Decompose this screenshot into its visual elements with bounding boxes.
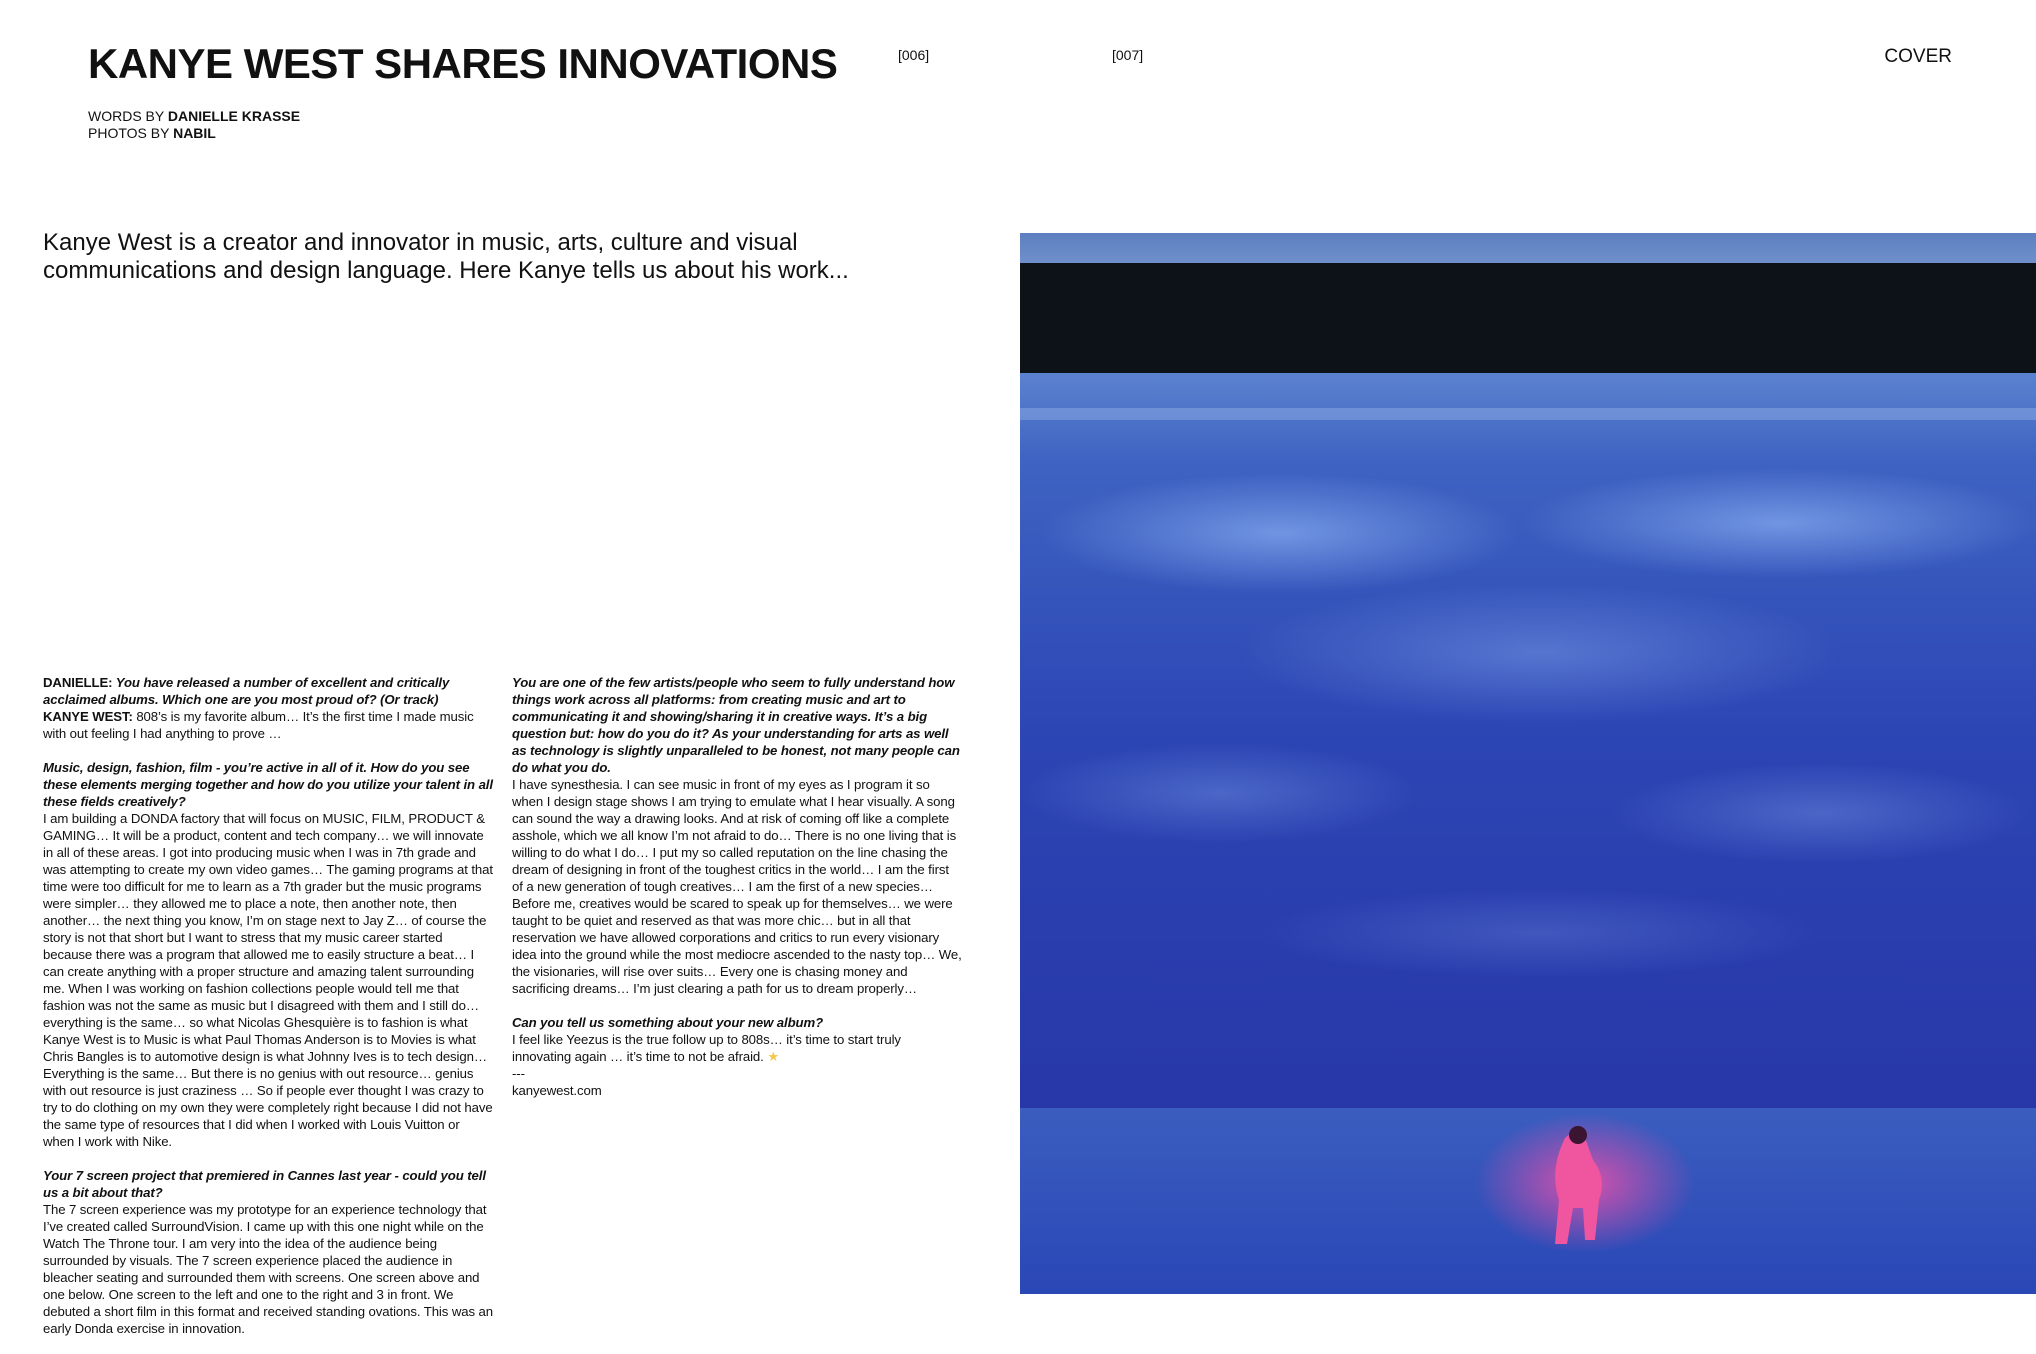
article-title: KANYE WEST SHARES INNOVATIONS bbox=[88, 40, 838, 87]
qa-block-1 bbox=[43, 674, 493, 742]
photo-dark-band bbox=[1020, 263, 2036, 373]
photographer-name: NABIL bbox=[173, 125, 216, 141]
question-1-text: You have released a number of excellent and critically acclaimed albums. Which one are you most proud of? (Or track) bbox=[43, 675, 450, 707]
question-5: Can you tell us something about your new album? bbox=[512, 1015, 824, 1030]
question-2: Music, design, fashion, film - you’re active in all of it. How do you see these elements merging together and how do you utilize your talent in all these fields creatively? bbox=[43, 760, 493, 809]
answer-4: I have synesthesia. I can see music in front of my eyes as I program it so when I design stage shows I am trying to emulate what I hear visually. A song can sound the way a drawing looks. And at risk of coming off like a complete asshole, which we all know I’m not afraid to do… There is no one living that is willing to do what I do… I put my so called reputation on the line chasing the dream of designing in front of the toughest critics in the world… I am the first of a new generation of tough creatives… I am the first of a new species… Before me, creatives would be scared to speak up for themselves… we were taught to be quiet and reserved as that was more chic… but in all that reservation we have allowed corporations and critics to run every visionary idea into the ground while the most mediocre ascended to the nasty top… We, the visionaries, will rise over suits… Every one is chasing money and sacrificing dreams… I’m just clearing a path for us to dream properly… bbox=[512, 777, 962, 996]
author-name: DANIELLE KRASSE bbox=[167, 108, 301, 124]
article-column-2 bbox=[512, 674, 962, 1116]
page-number-right: [007] bbox=[1112, 47, 1144, 63]
photos-credit bbox=[88, 125, 300, 142]
performer-figure bbox=[1475, 1113, 1695, 1253]
star-icon: ★ bbox=[767, 1049, 780, 1064]
words-prefix: WORDS BY bbox=[88, 108, 164, 124]
answer-1: 808’s is my favorite album… It’s the first time I made music with out feeling I had anything to prove … bbox=[43, 709, 474, 741]
credits bbox=[88, 108, 300, 142]
answer-5: I feel like Yeezus is the true follow up to 808s… it’s time to start truly innovating again … it’s time to not be afraid. bbox=[512, 1032, 901, 1064]
words-credit bbox=[88, 108, 300, 125]
article-intro: Kanye West is a creator and innovator in music, arts, culture and visual communications and design language. Here Kanye tells us about his work... bbox=[43, 229, 849, 284]
interviewee-label: KANYE WEST: bbox=[43, 709, 133, 724]
answer-2: I am building a DONDA factory that will focus on MUSIC, FILM, PRODUCT & GAMING… It will be a product, content and tech company… we will innovate in all of these areas. I got into producing music when I was in 7th grade and was attempting to create my own video games… The gaming programs at that time were too difficult for me to learn as a 7th grader but the music programs were simpler… they allowed me to place a note, then another note, then another… the next thing you know, I’m on stage next to Jay Z… of course the story is not that short but I want to stress that my music career started because there was a program that allowed me to easily structure a beat… I can create anything with a proper structure and amazing talent surrounding me. When I was working on fashion collections people would tell me that fashion was not the same as music but I disagreed with them and I still do… everything is the same… so what Nicolas Ghesquière is to fashion is what Kanye West is to Music is what Paul Thomas Anderson is to Movies is what Chris Bangles is to automotive design is what Johnny Ives is to tech design… Everything is the same… But there is no genius with out resource… genius with out resource is just craziness … So if people ever thought I was crazy to try to do clothing on my own they were completely right because I did not have the same type of resources that I did when I worked with Louis Vuitton or when I work with Nike. bbox=[43, 811, 493, 1149]
article-column-1 bbox=[43, 674, 493, 1354]
qa-block-4 bbox=[512, 674, 962, 997]
section-label: COVER bbox=[1884, 46, 1952, 67]
question-4: You are one of the few artists/people who seem to fully understand how things work across all platforms: from creating music and art to communicating it and showing/sharing it in creative ways. It’s a big question but: how do you do it? As your understanding for arts as well as technology is slightly unparalleled to be honest, not many people can do what you do. bbox=[512, 675, 960, 775]
qa-block-5 bbox=[512, 1014, 962, 1099]
interviewer-label: DANIELLE: bbox=[43, 675, 113, 690]
qa-block-2 bbox=[43, 759, 493, 1150]
question-1 bbox=[43, 675, 449, 707]
photos-prefix: PHOTOS BY bbox=[88, 125, 170, 141]
website-link[interactable]: kanyewest.com bbox=[512, 1083, 602, 1098]
question-3: Your 7 screen project that premiered in Cannes last year - could you tell us a bit about that? bbox=[43, 1168, 486, 1200]
page-number-left: [006] bbox=[898, 47, 930, 63]
qa-block-3 bbox=[43, 1167, 493, 1337]
separator: --- bbox=[512, 1066, 525, 1081]
cover-photo bbox=[1020, 233, 2036, 1294]
answer-3: The 7 screen experience was my prototype for an experience technology that I’ve created called SurroundVision. I came up with this one night while on the Watch The Throne tour. I am very into the idea of the audience being surrounded by visuals. The 7 screen experience placed the audience in bleacher seating and surrounded them with screens. One screen above and one below. One screen to the left and one to the right and 3 in front. We debuted a short film in this format and received standing ovations. This was an early Donda exercise in innovation. bbox=[43, 1202, 494, 1336]
